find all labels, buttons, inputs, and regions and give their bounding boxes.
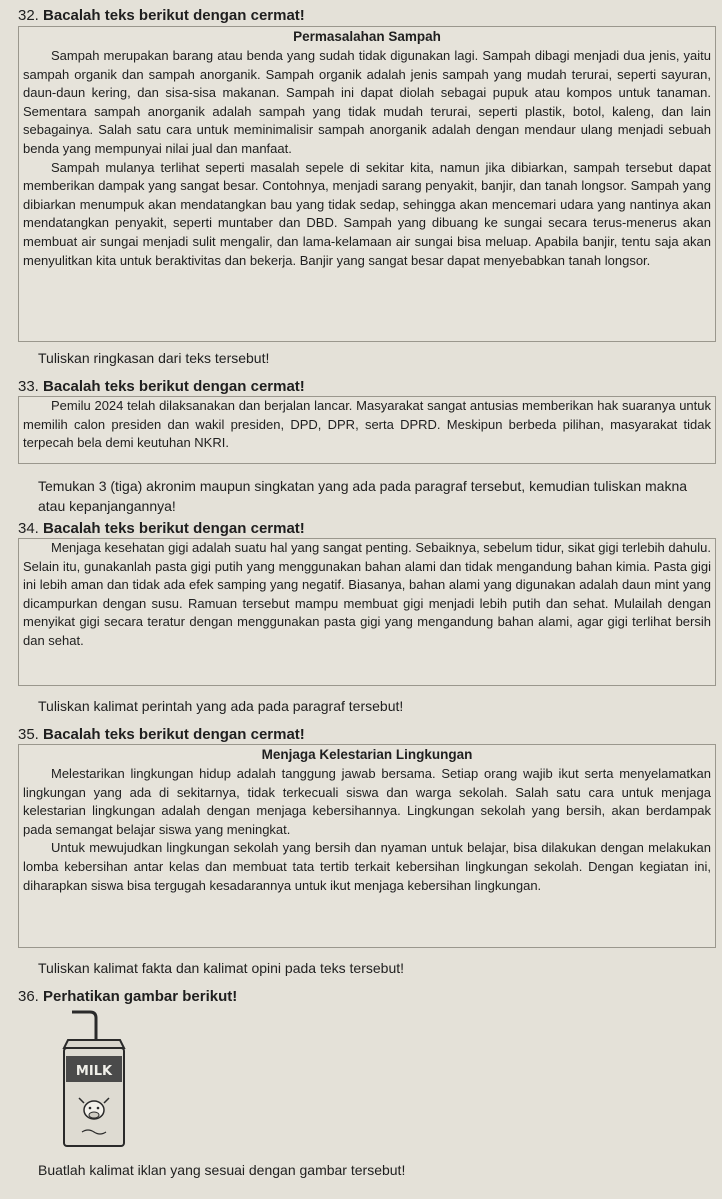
question-36-heading [18,988,237,1005]
question-heading-text: Perhatikan gambar berikut! [43,988,238,1005]
question-32-text-box [18,26,716,342]
paragraph: Menjaga kesehatan gigi adalah suatu hal yang sangat penting. Sebaiknya, sebelum tidur, sikat gigi terlebih dahulu. Selain itu, gunakanlah pasta gigi putih yang menggunakan bahan alami dan tidak mengandung bahan kimia. Pasta gigi ini lebih aman dan tidak ada efek samping yang negatif. Biasanya, bahan alami yang digunakan adalah daun mint yang dicampurkan dengan susu. Ramuan tersebut mampu membuat gigi menjadi lebih putih dan sehat. Mulailah dengan menyikat gigi secara teratur dengan menggunakan pasta gigi yang mengandung bahan alami, agar gigi terlihat bersih dan sehat. [23,540,711,648]
question-36-instruction: Buatlah kalimat iklan yang sesuai dengan gambar tersebut! [38,1162,406,1178]
question-32-heading [18,7,305,24]
text-title: Permasalahan Sampah [293,29,441,44]
paragraph: Pemilu 2024 telah dilaksanakan dan berjalan lancar. Masyarakat sangat antusias memberikan hak suaranya untuk memilih calon presiden dan wakil presiden, DPD, DPR, serta DPRD. Meskipun berbeda pilihan, masyarakat tidak terpecah bela demi keutuhan NKRI. [23,398,711,451]
paragraph: Untuk mewujudkan lingkungan sekolah yang bersih dan nyaman untuk belajar, bisa dilakukan dengan melakukan lomba kebersihan antar kelas dan membuat tata tertib terkait kebersihan lingkungan sekolah. Dengan kegiatan ini, diharapkan siswa bisa tergugah kesadarannya untuk ikut menjaga kebersihan lingkungan. [23,840,711,893]
question-number: 36. [18,988,39,1005]
question-35-heading [18,726,305,743]
question-heading-text: Bacalah teks berikut dengan cermat! [43,7,305,24]
question-heading-text: Bacalah teks berikut dengan cermat! [43,520,305,537]
milk-label: MILK [75,1064,113,1079]
question-number: 33. [18,378,39,395]
question-33-instruction: Temukan 3 (tiga) akronim maupun singkatan yang ada pada paragraf tersebut, kemudian tuliskan makna atau kepanjangannya! [38,478,688,514]
question-32-instruction: Tuliskan ringkasan dari teks tersebut! [38,350,270,366]
question-number: 35. [18,726,39,743]
question-heading-text: Bacalah teks berikut dengan cermat! [43,378,305,395]
question-33-text-box [18,396,716,464]
paragraph: Sampah merupakan barang atau benda yang sudah tidak digunakan lagi. Sampah dibagi menjadi dua jenis, yaitu sampah organik dan sampah anorganik. Sampah organik adalah jenis sampah yang mudah terurai, seperti sayuran, daun-daun kering, dan sisa-sisa makanan. Sampah ini dapat diolah sebagai pupuk atau kompos untuk tanaman. Sementara sampah anorganik adalah sampah yang tidak mudah terurai, seperti plastik, botol, kaleng, dan lain sebagainya. Salah satu cara untuk meminimalisir sampah anorganik adalah dengan mendaur ulang menjadi sebuah benda yang mempunyai nilai jual dan manfaat. [23,48,711,156]
text-title: Menjaga Kelestarian Lingkungan [261,747,473,762]
question-35-text-box [18,744,716,948]
question-number: 34. [18,520,39,537]
question-number: 32. [18,7,39,24]
question-34-instruction: Tuliskan kalimat perintah yang ada pada paragraf tersebut! [38,698,404,714]
paragraph: Melestarikan lingkungan hidup adalah tanggung jawab bersama. Setiap orang wajib ikut serta menyelamatkan lingkungan yang ada di sekitarnya, tidak terkecuali siswa dan warga sekolah. Salah satu cara untuk menjaga kelestarian lingkungan adalah dengan menjaga kebersihannya. Lingkungan sekolah yang bersih, akan berdampak pada semangat belajar siswa yang meningkat. [23,766,711,837]
question-34-text-box [18,538,716,686]
question-35-instruction: Tuliskan kalimat fakta dan kalimat opini pada teks tersebut! [38,960,405,976]
question-34-heading [18,520,305,537]
question-33-heading [18,378,305,395]
question-heading-text: Bacalah teks berikut dengan cermat! [43,726,305,743]
paragraph: Sampah mulanya terlihat seperti masalah sepele di sekitar kita, namun jika dibiarkan, sampah tersebut dapat memberikan dampak yang sangat besar. Contohnya, menjadi sarang penyakit, banjir, dan tanah longsor. Sampah yang dibiarkan menumpuk akan mendatangkan bau yang tidak sedap, sehingga akan mencemari udara yang nantinya akan mendatangkan penyakit, seperti muntaber dan DBD. Sampah yang dibuang ke sungai secara terus-menerus akan membuat air sungai menjadi sulit mengalir, dan lama-kelamaan air sungai bisa meluap. Apabila banjir, tentu saja akan menyulitkan kita untuk beraktivitas dan bekerja. Banjir yang sangat besar dapat menyebabkan tanah longsor. [23,159,711,268]
milk-carton-illustration [58,1010,130,1150]
